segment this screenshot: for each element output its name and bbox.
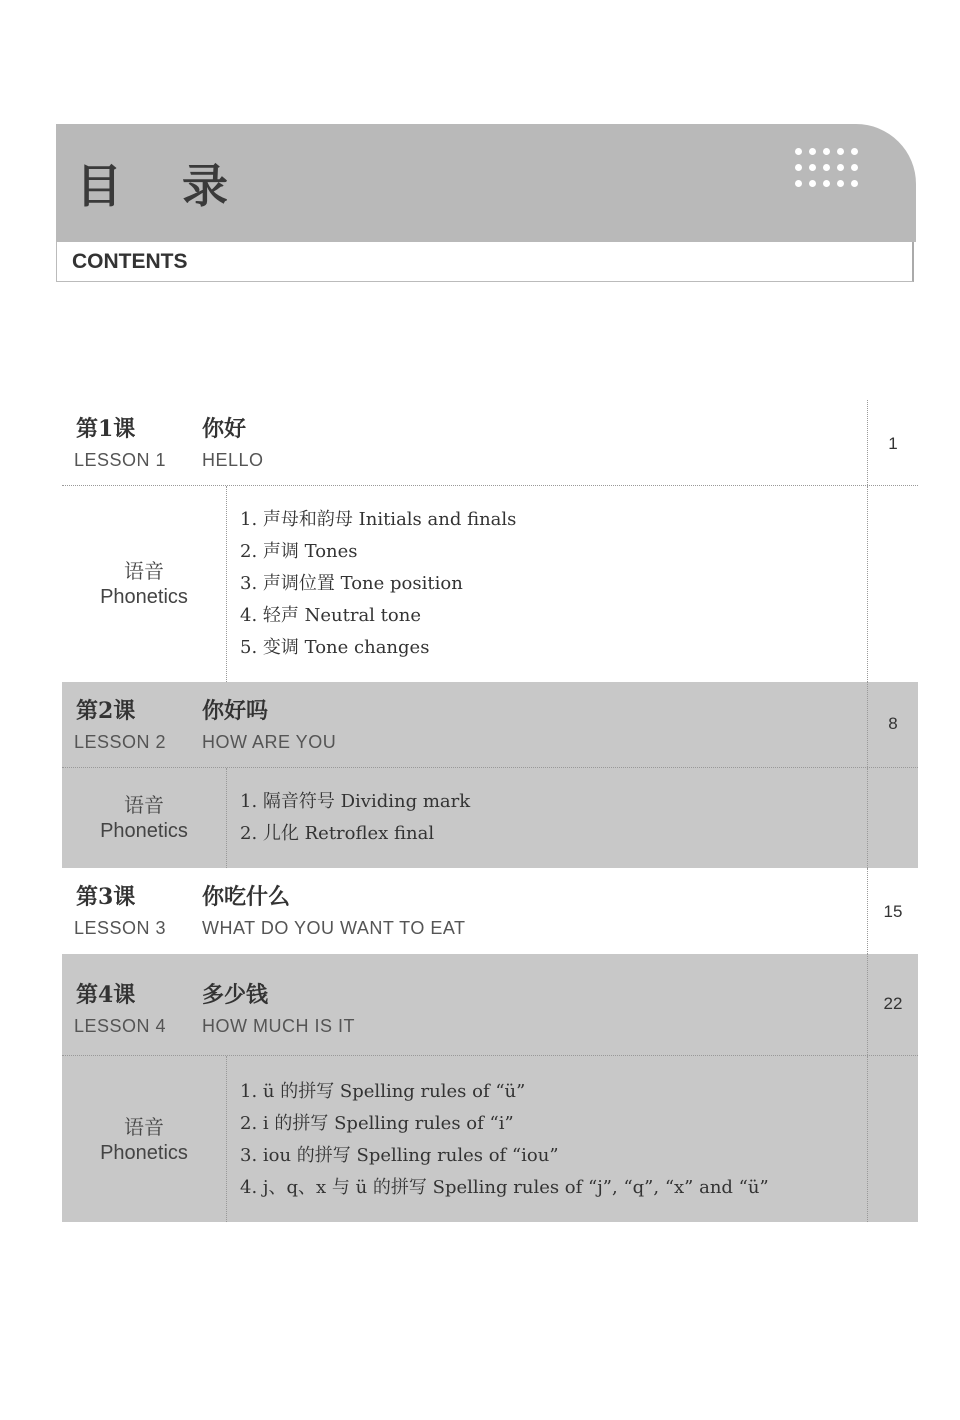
lesson-row[interactable] (62, 954, 918, 1056)
lesson-title-cn: 你好 (202, 416, 247, 442)
lesson-title-cn: 你好吗 (202, 698, 269, 724)
lesson-number-en: LESSON 2 (74, 732, 167, 752)
lesson-number-en: LESSON 1 (74, 450, 167, 470)
lesson-number-en: LESSON 3 (74, 918, 167, 938)
list-item[interactable]: 1. 声母和韵母 Initials and finals (240, 509, 517, 530)
phonetics-section (62, 768, 918, 868)
phonetics-label (62, 558, 226, 610)
phonetics-section (62, 486, 918, 682)
lesson-title-en: HOW MUCH IS IT (202, 1016, 355, 1036)
list-item[interactable]: 3. 声调位置 Tone position (240, 573, 463, 594)
page-number: 22 (883, 994, 903, 1013)
lesson-title-en: WHAT DO YOU WANT TO EAT (202, 918, 466, 938)
phonetics-label-en: Phonetics (100, 1142, 188, 1164)
page-number: 15 (883, 902, 903, 921)
phonetics-label-en: Phonetics (100, 586, 188, 608)
lesson-number-en: LESSON 4 (74, 1016, 167, 1036)
phonetics-label-cn: 语音 (124, 793, 164, 817)
phonetics-list (240, 504, 516, 664)
phonetics-list (240, 1076, 769, 1204)
list-item[interactable]: 1. 隔音符号 Dividing mark (240, 791, 471, 812)
phonetics-label (62, 792, 226, 844)
lesson-number-cn: 第1课 (76, 416, 136, 442)
page-number: 8 (888, 714, 898, 733)
lesson-row[interactable] (62, 400, 918, 486)
lesson-title-en: HELLO (202, 450, 264, 470)
lesson-title-en: HOW ARE YOU (202, 732, 337, 752)
list-item[interactable]: 2. 儿化 Retroflex final (240, 823, 435, 844)
page-title: 目 录 (76, 159, 251, 213)
list-item[interactable]: 3. iou 的拼写 Spelling rules of “iou” (240, 1145, 559, 1166)
dot-grid-decoration (795, 148, 859, 194)
phonetics-list (240, 786, 470, 850)
phonetics-label-cn: 语音 (124, 559, 164, 583)
lesson-number-cn: 第3课 (76, 884, 136, 910)
lesson-title-cn: 多少钱 (202, 982, 269, 1008)
list-item[interactable]: 1. ü 的拼写 Spelling rules of “ü” (240, 1081, 526, 1102)
lesson-number-cn: 第2课 (76, 698, 136, 724)
phonetics-label (62, 1114, 226, 1166)
lesson-title-cn: 你吃什么 (202, 884, 291, 910)
phonetics-label-en: Phonetics (100, 820, 188, 842)
lesson-row[interactable] (62, 868, 918, 954)
list-item[interactable]: 4. j、q、x 与 ü 的拼写 Spelling rules of “j”, “q”, “x” and “ü” (240, 1177, 769, 1198)
list-item[interactable]: 4. 轻声 Neutral tone (240, 605, 421, 626)
list-item[interactable]: 2. i 的拼写 Spelling rules of “i” (240, 1113, 514, 1134)
list-item[interactable]: 2. 声调 Tones (240, 541, 358, 562)
page-subtitle: CONTENTS (72, 250, 188, 273)
page-number: 1 (888, 434, 898, 453)
lesson-row[interactable] (62, 682, 918, 768)
list-item[interactable]: 5. 变调 Tone changes (240, 637, 430, 658)
phonetics-section (62, 1056, 918, 1222)
lesson-number-cn: 第4课 (76, 982, 136, 1008)
phonetics-label-cn: 语音 (124, 1115, 164, 1139)
